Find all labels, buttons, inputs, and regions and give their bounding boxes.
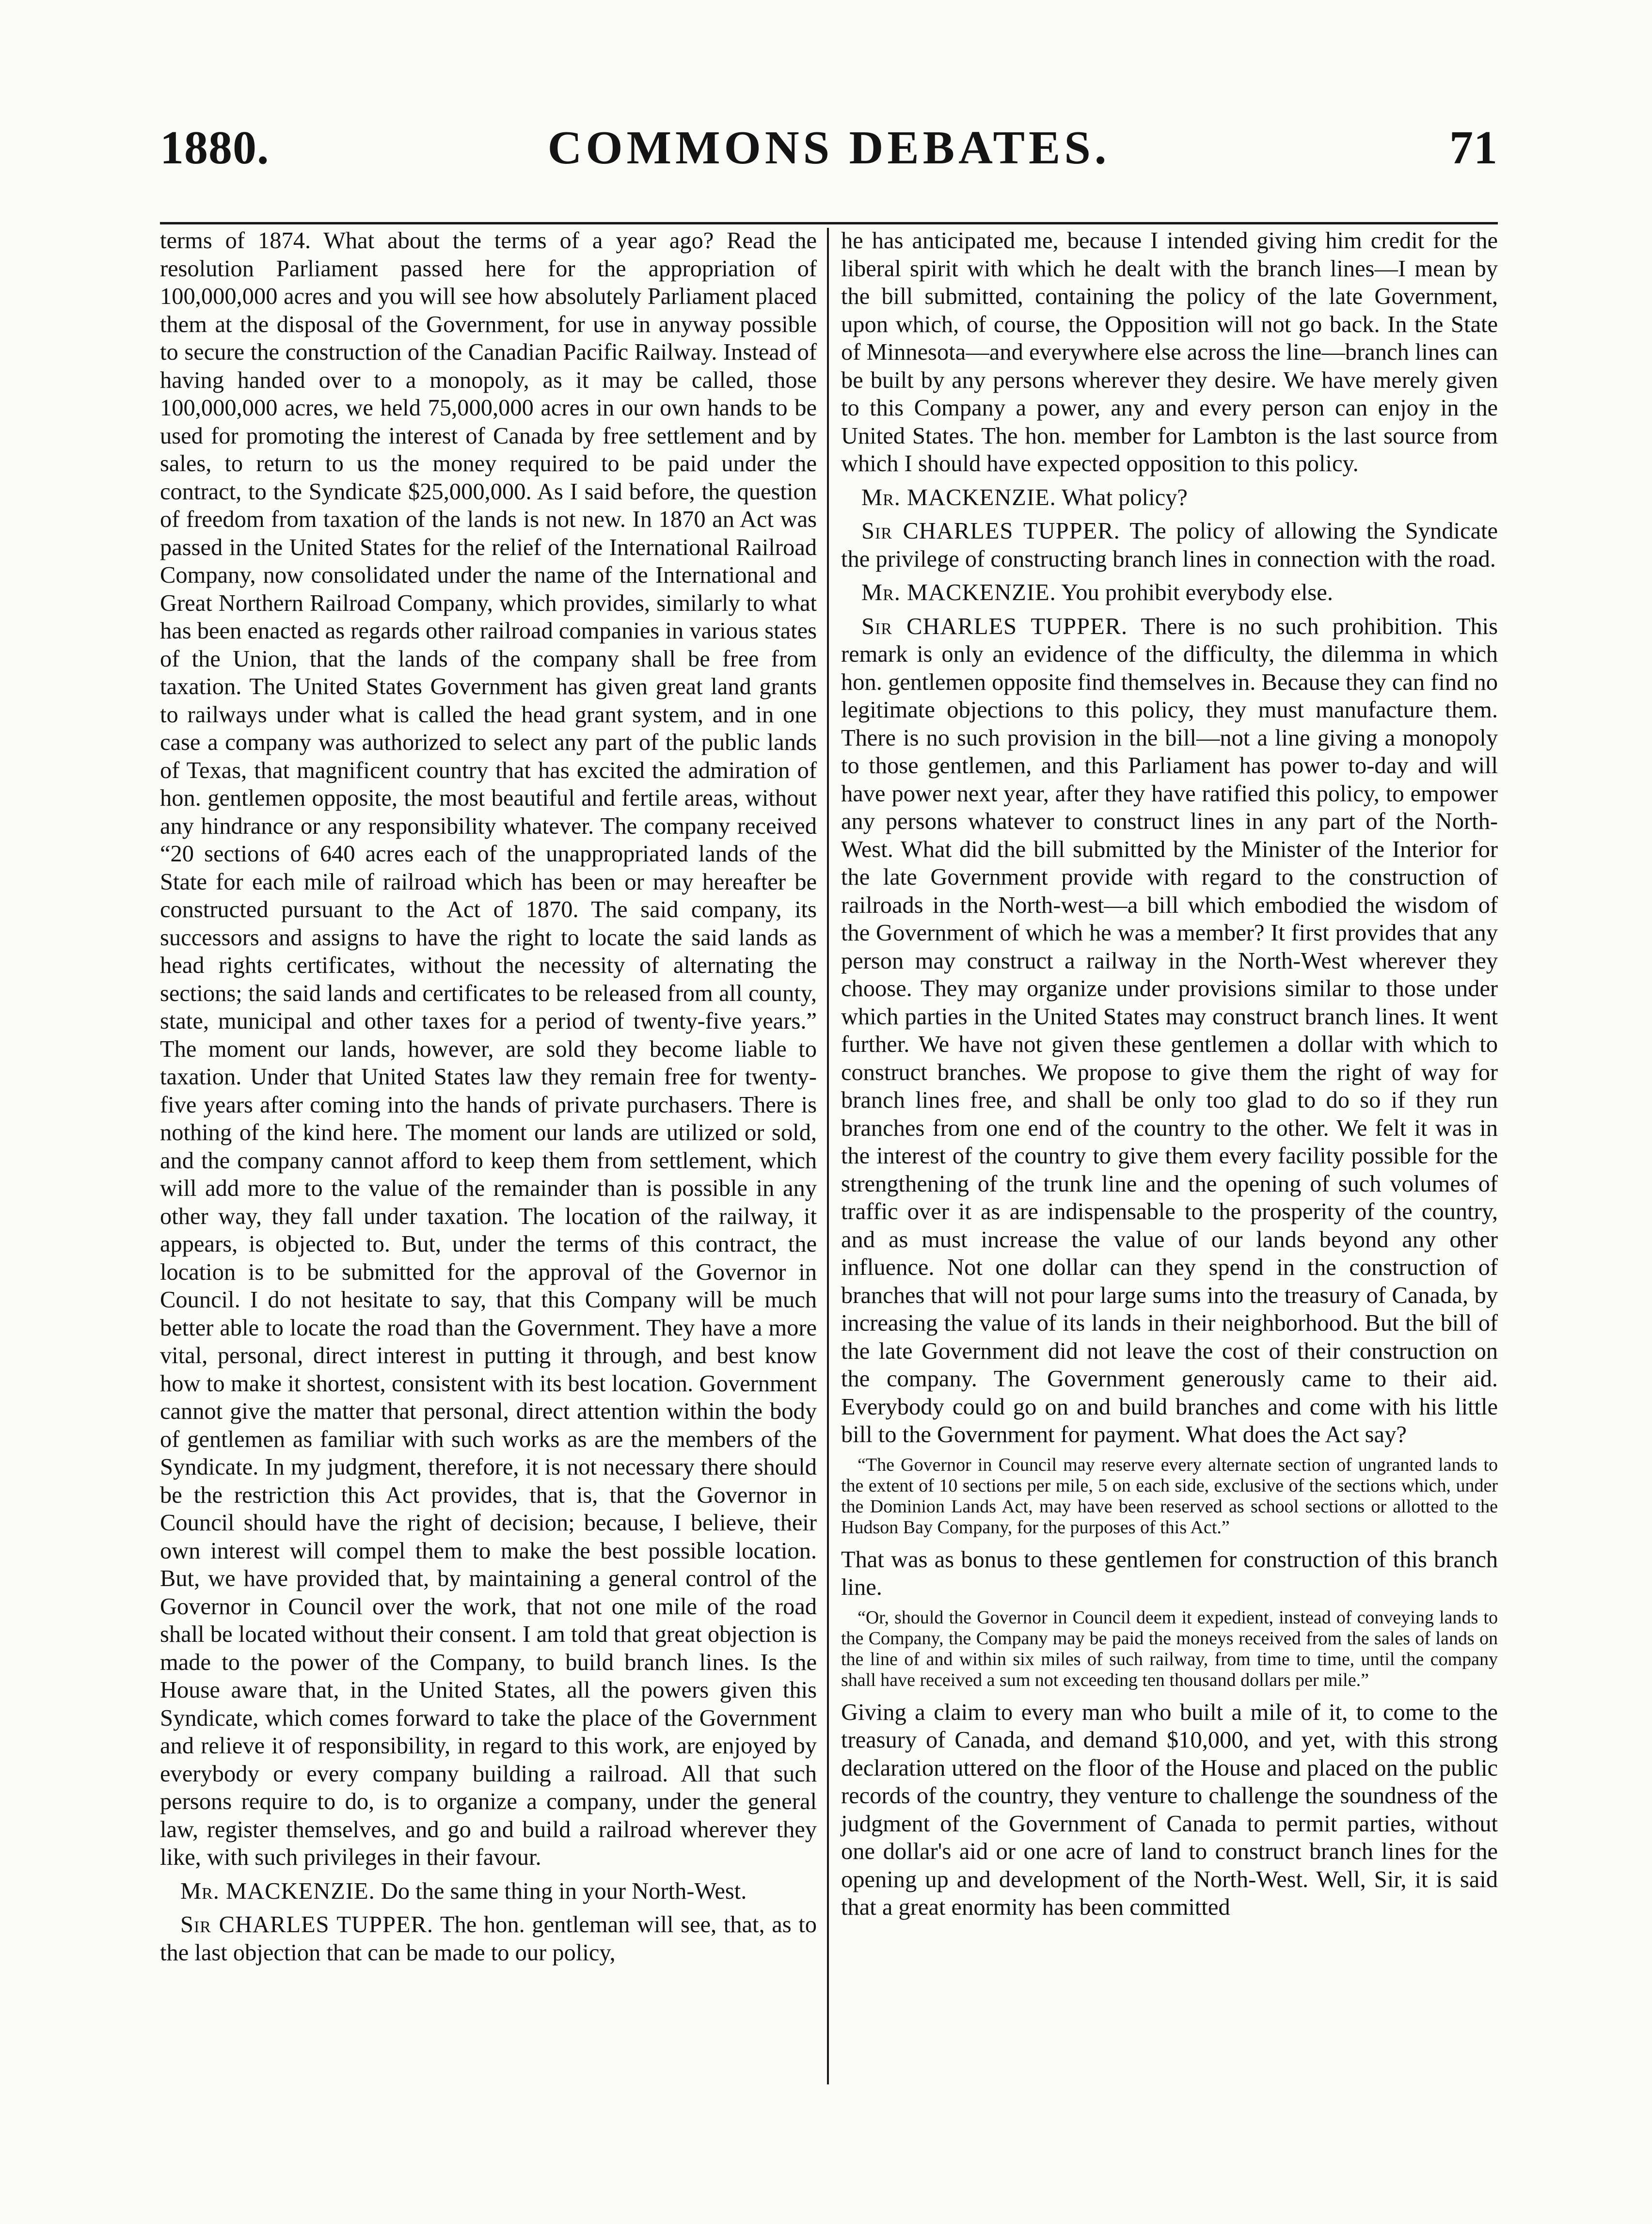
speaker-name: Mr. MACKENZIE. (180, 1878, 375, 1904)
page-header (160, 121, 1498, 184)
quoted-act-passage: “Or, should the Governor in Council deem it expedient, instead of conveying lands to the Company, the Company may be paid the moneys received from the sales of lands on the line of and within six miles of such railway, from time to time, until the company shall have received a sum not exceeding ten thousand dollars per mile.” (841, 1607, 1498, 1690)
header-rule (160, 222, 1498, 224)
speech-text: Do the same thing in your North-West. (381, 1878, 747, 1904)
speaker-name: Mr. MACKENZIE. (861, 484, 1056, 510)
paragraph: That was as bonus to these gentlemen for construction of this branch line. (841, 1546, 1498, 1600)
speech-text: What policy? (1062, 484, 1188, 510)
quoted-act-passage: “The Governor in Council may reserve every alternate section of ungranted lands to the extent of 10 sections per mile, 5 on each side, exclusive of the sections which, under the Dominion Lands Act, may have been reserved as school sections or allotted to the Hudson Bay Company, for the purposes of this Act.” (841, 1454, 1498, 1538)
speaker-name: Mr. MACKENZIE. (861, 580, 1056, 605)
speech-text: There is no such prohibition. This remark is only an evidence of the difficulty, the dilemma in which hon. gentlemen opposite find themselves in. Because they can find no legitimate objections to this policy, they must manufacture them. There is no such provision in the bill—not a line giving a monopoly to those gentlemen, and this Parliament has power to-day and will have power next year, after they have ratified this policy, to empower any persons whatever to construct lines in any part of the North-West. What did the bill submitted by the Minister of the Interior for the late Government provide with regard to the construction of railroads in the North-west—a bill which embodied the wisdom of the Government of which he was a member? It first provides that any person may construct a railway in the North-West wherever they choose. They may organize under provisions similar to those under which parties in the United States may construct branch lines. It went further. We have not given these gentlemen a dollar with which to construct branches. We propose to give them the right of way for branch lines free, and shall be only too glad to do so if they run branches from one end of the country to the other. We felt it was in the interest of the country to give them every facility possible for the strengthening of the trunk line and the opening of such volumes of traffic over it as are indispensable to the prosperity of the country, and as must increase the value of our lands beyond any other influence. Not one dollar can they spend in the construction of branches that will not pour large sums into the treasury of Canada, by increasing the value of its lands in their neighborhood. But the bill of the late Government did not leave the cost of their construction on the company. The Government generously came to their aid. Everybody could go on and build branches and come with his little bill to the Government for payment. What does the Act say? (841, 613, 1498, 1447)
speech-text: The policy of allowing the Syndicate the privilege of constructing branch lines in connection with the road. (841, 518, 1498, 572)
speech (160, 1877, 817, 1906)
speech (841, 517, 1498, 573)
speech-text: You prohibit everybody else. (1061, 580, 1333, 605)
speech (841, 613, 1498, 1449)
speech (841, 484, 1498, 512)
right-column (841, 227, 1498, 1927)
header-title: COMMONS DEBATES. (547, 122, 1111, 174)
paragraph: Giving a claim to every man who built a mile of it, to come to the treasury of Canada, and demand $10,000, and yet, with this strong declaration uttered on the floor of the House and placed on the public records of the country, they venture to challenge the soundness of the judgment of the Government of Canada to permit parties, without one dollar's aid or one acre of land to construct branch lines for the opening up and development of the North-West. Well, Sir, it is said that a great enormity has been committed (841, 1699, 1498, 1920)
speech (160, 1911, 817, 1967)
header-year: 1880. (160, 122, 270, 174)
speaker-name: Sir CHARLES TUPPER. (861, 613, 1128, 639)
speaker-name: Sir CHARLES TUPPER. (861, 518, 1120, 544)
column-divider (827, 228, 829, 2084)
speaker-name: Sir CHARLES TUPPER. (180, 1912, 434, 1938)
left-column (160, 227, 817, 1972)
header-page-number: 71 (1449, 122, 1498, 174)
paragraph: terms of 1874. What about the terms of a year ago? Read the resolution Parliament passed here for the appropriation of 100,000,000 acres and you will see how absolutely Parliament placed them at the disposal of the Government, for use in anyway possible to secure the construction of the Canadian Pacific Railway. Instead of having handed over to a monopoly, as it may be called, those 100,000,000 acres, we held 75,000,000 acres in our own hands to be used for promoting the interest of Canada by free settlement and by sales, to return to us the money required to be paid under the contract, to the Syndicate $25,000,000. As I said before, the question of freedom from taxation of the lands is not new. In 1870 an Act was passed in the United States for the relief of the International Railroad Company, now consolidated under the name of the International and Great Northern Railroad Company, which provides, similarly to what has been enacted as regards other railroad companies in various states of the Union, that the lands of the company shall be free from taxation. The United States Government has given great land grants to railways under what is called the head grant system, and in one case a company was authorized to select any part of the public lands of Texas, that magnificent country that has excited the admiration of hon. gentlemen opposite, the most beautiful and fertile areas, without any hindrance or any responsibility whatever. The company received “20 sections of 640 acres each of the unappropriated lands of the State for each mile of railroad which has been or may hereafter be constructed pursuant to the Act of 1870. The said company, its successors and assigns to have the right to locate the said lands as head rights certificates, without the necessity of alternating the sections; the said lands and certificates to be released from all county, state, municipal and other taxes for a period of twenty-five years.” The moment our lands, however, are sold they become liable to taxation. Under that United States law they remain free for twenty-five years after coming into the hands of private purchasers. There is nothing of the kind here. The moment our lands are utilized or sold, and the company cannot afford to keep them from settlement, which will add more to the value of the remainder than is possible in any other way, they fall under taxation. The location of the railway, it appears, is objected to. But, under the terms of this contract, the location is to be submitted for the approval of the Governor in Council. I do not hesitate to say, that this Company will be much better able to locate the road than the Government. They have a more vital, personal, direct interest in putting it through, and best know how to make it shortest, consistent with its best location. Government cannot give the matter that personal, direct attention within the body of gentlemen as familiar with such works as are the members of the Syndicate. In my judgment, therefore, it is not necessary there should be the restriction this Act provides, that is, that the Governor in Council should have the right of decision; because, I believe, their own interest will compel them to make the best possible location. But, we have provided that, by maintaining a general control of the Governor in Council over the work, that not one mile of the road shall be located without their consent. I am told that great objection is made to the power of the Company, to build branch lines. Is the House aware that, in the United States, all the powers given this Syndicate, which comes forward to take the place of the Government and relieve it of responsibility, in regard to this work, are enjoyed by everybody or every company building a railroad. All that such persons require to do, is to organize a company, under the general law, register themselves, and go and build a railroad wherever they like, with such privileges in their favour. (160, 228, 817, 1870)
paragraph: he has anticipated me, because I intended giving him credit for the liberal spirit with which he dealt with the branch lines—I mean by the bill submitted, containing the policy of the late Government, upon which, of course, the Opposition will not go back. In the State of Minnesota—and everywhere else across the line—branch lines can be built by any persons wherever they desire. We have merely given to this Company a power, any and every person can enjoy in the United States. The hon. member for Lambton is the last source from which I should have expected opposition to this policy. (841, 228, 1498, 477)
speech (841, 579, 1498, 607)
speech-text: The hon. gentleman will see, that, as to the last objection that can be made to our policy, (160, 1912, 817, 1966)
